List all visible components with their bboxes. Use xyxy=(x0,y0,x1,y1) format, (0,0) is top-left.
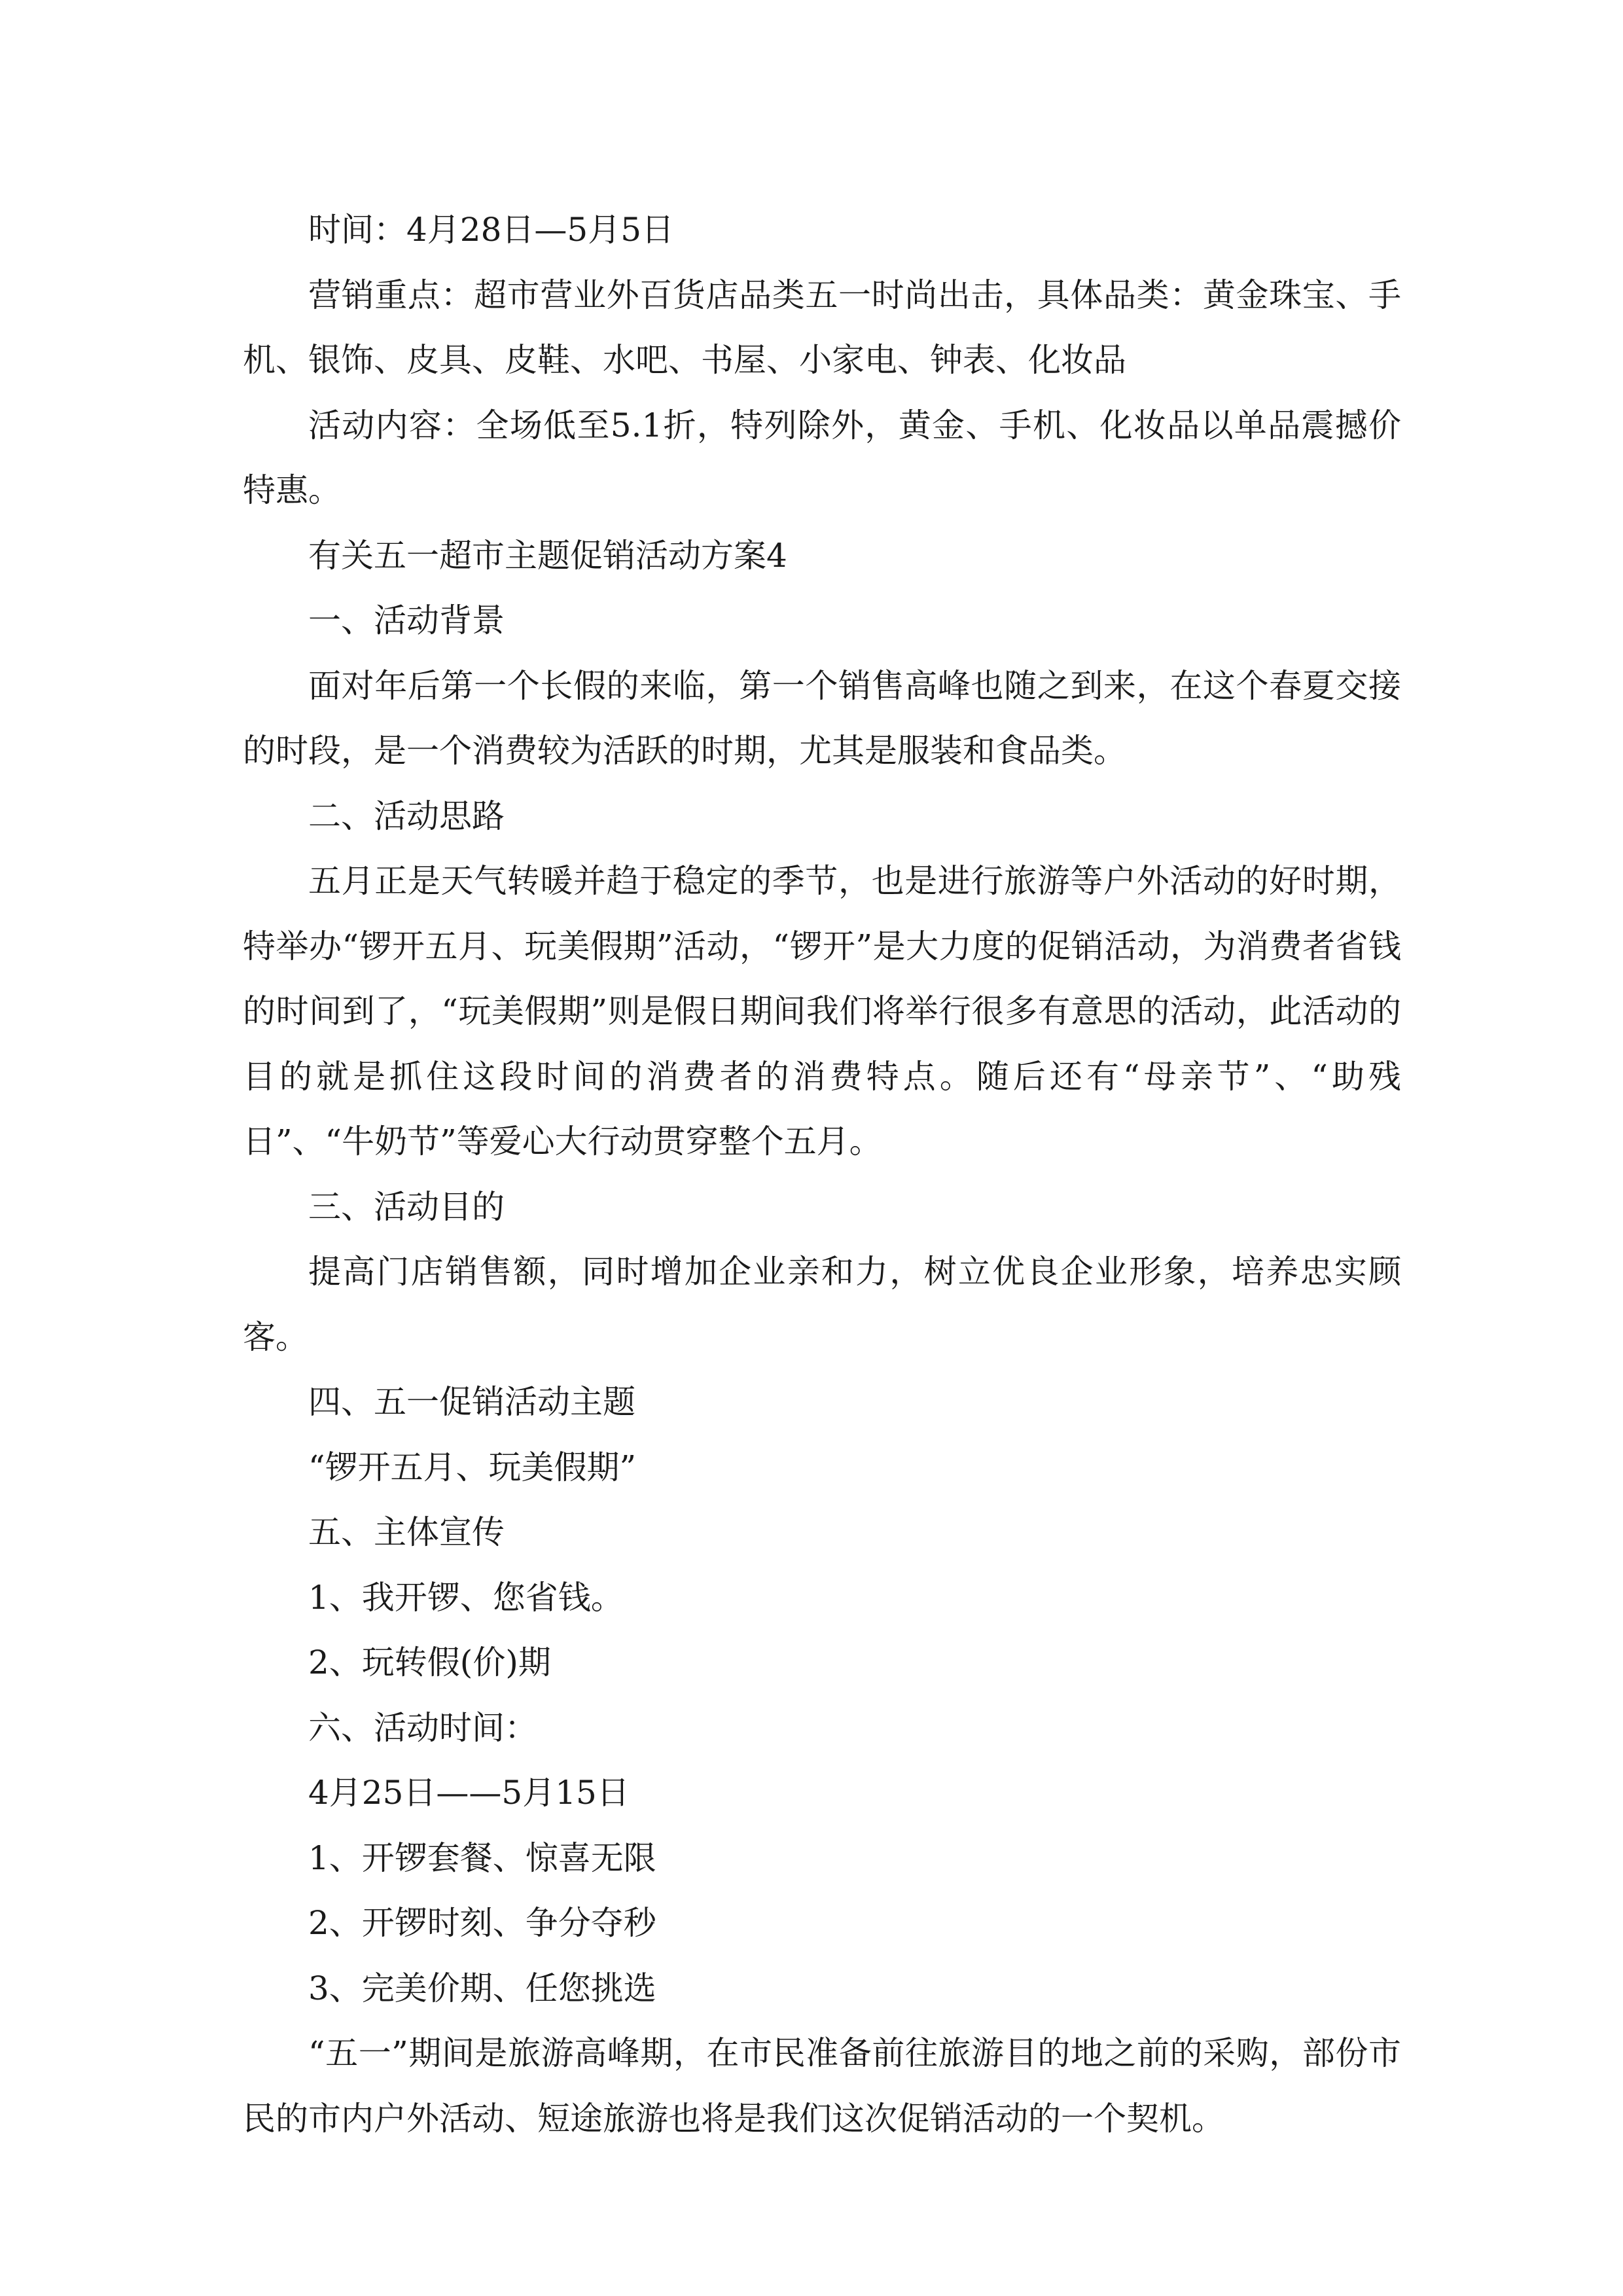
list-item: 1、开锣套餐、惊喜无限 xyxy=(308,1839,656,1877)
heading-promotion: 五、主体宣传 xyxy=(308,1513,505,1551)
paragraph-marketing-focus: 营销重点：超市营业外百货店品类五一时尚出击，具体品类：黄金珠宝、手机、银饰、皮具、皮鞋、水吧、书屋、小家电、钟表、化妆品 xyxy=(243,276,1401,379)
heading-background: 一、活动背景 xyxy=(308,601,505,639)
heading-approach: 二、活动思路 xyxy=(308,797,505,835)
document-body xyxy=(243,198,1401,2151)
list-item: 3、完美价期、任您挑选 xyxy=(308,1969,656,2007)
section-title: 有关五一超市主题促销活动方案4 xyxy=(308,536,787,575)
paragraph-purpose: 提高门店销售额，同时增加企业亲和力，树立优良企业形象，培养忠实顾客。 xyxy=(243,1253,1401,1356)
paragraph-background: 面对年后第一个长假的来临，第一个销售高峰也随之到来，在这个春夏交接的时段，是一个消费较为活跃的时期，尤其是服装和食品类。 xyxy=(243,666,1401,770)
heading-time: 六、活动时间： xyxy=(308,1708,537,1747)
paragraph-time: 时间：4月28日—5月5日 xyxy=(308,211,675,249)
paragraph-approach: 五月正是天气转暖并趋于稳定的季节，也是进行旅游等户外活动的好时期，特举办“锣开五月、玩美假期”活动，“锣开”是大力度的促销活动，为消费者省钱的时间到了，“玩美假期”则是假日期间我们将举行很多有意思的活动，此活动的目的就是抓住这段时间的消费者的消费特点。随后还有“母亲节”、“助残日”、“牛奶节”等爱心大行动贯穿整个五月。 xyxy=(243,862,1401,1160)
paragraph-closing: “五一”期间是旅游高峰期，在市民准备前往旅游目的地之前的采购，部份市民的市内户外活动、短途旅游也将是我们这次促销活动的一个契机。 xyxy=(243,2034,1401,2138)
paragraph-theme: “锣开五月、玩美假期” xyxy=(308,1448,637,1486)
heading-theme: 四、五一促销活动主题 xyxy=(308,1383,635,1421)
heading-purpose: 三、活动目的 xyxy=(308,1187,505,1226)
list-item: 2、开锣时刻、争分夺秒 xyxy=(308,1904,656,1942)
list-item: 2、玩转假(价)期 xyxy=(308,1643,551,1681)
paragraph-date-range: 4月25日——5月15日 xyxy=(308,1774,630,1812)
list-item: 1、我开锣、您省钱。 xyxy=(308,1578,624,1617)
paragraph-activity-content: 活动内容：全场低至5.1折，特列除外，黄金、手机、化妆品以单品震撼价特惠。 xyxy=(243,406,1401,509)
